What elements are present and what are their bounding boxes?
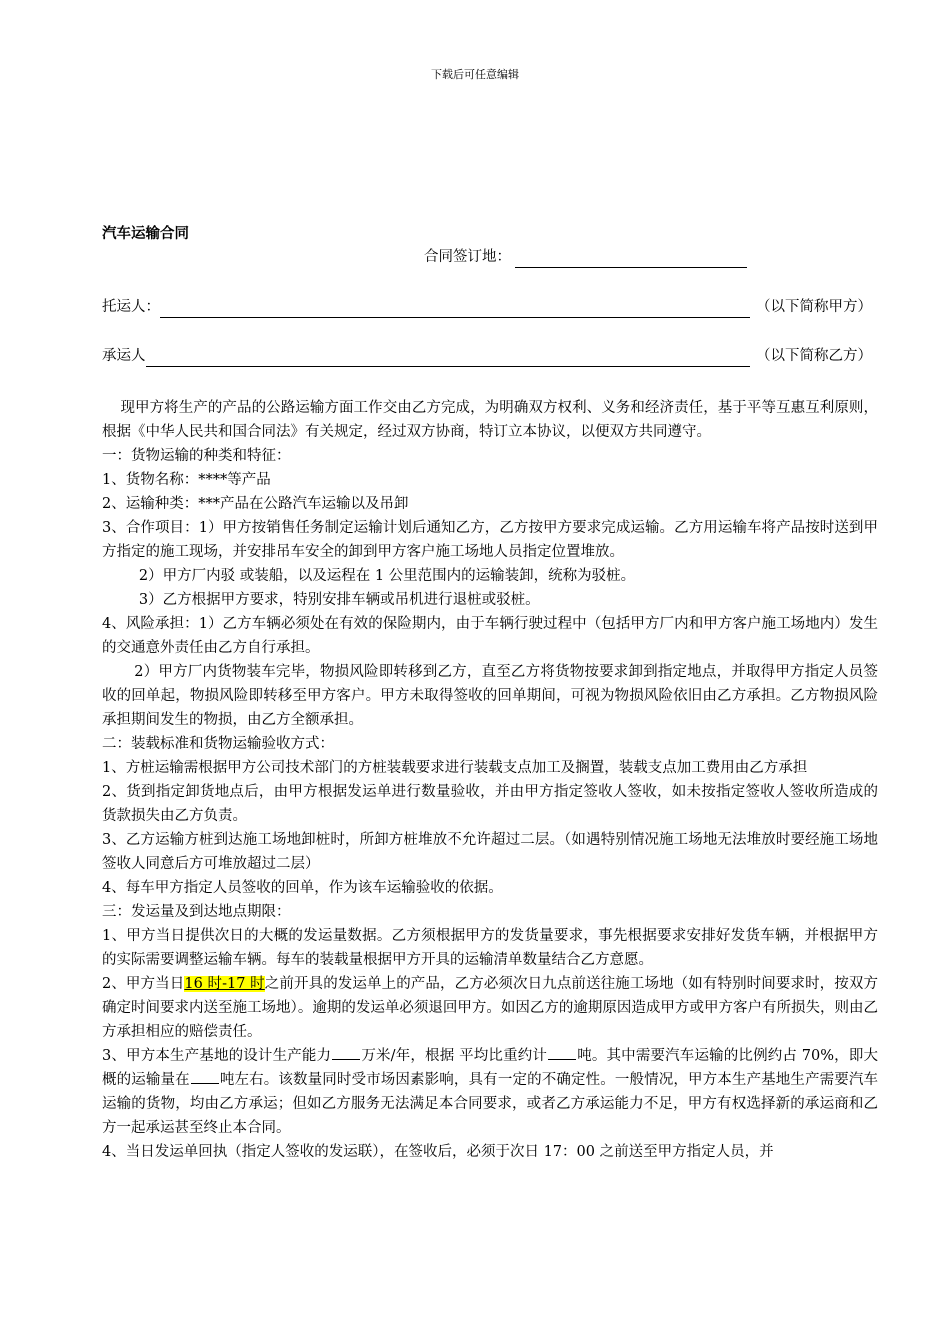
clause-3-2 (102, 972, 878, 1044)
sign-place-label: 合同签订地： (424, 249, 511, 265)
clause-1-4-2: 2）甲方厂内货物装车完毕，物损风险即转移到乙方，直至乙方将货物按要求卸到指定地点，并取得甲方指定人员签收的回单起，物损风险即转移至甲方客户。甲方未取得签收的回单期间，可视为物损风险依旧由乙方承担。乙方物损风险承担期间发生的物损，由乙方全额承担。 (102, 664, 878, 728)
weight-blank (548, 1045, 576, 1060)
carrier-line (102, 345, 872, 367)
clause-3-3 (102, 1044, 878, 1140)
clause-3-3-a: 3、甲方本生产基地的设计生产能力 (102, 1048, 332, 1064)
clause-1-2: 2、运输种类：***产品在公路汽车运输以及吊卸 (102, 496, 409, 512)
shipper-blank (160, 300, 750, 318)
clause-3-2-post: 之前开具的发运单上的产品，乙方必须次日九点前送往施工场地（如有特别时间要求时，按双方确定时间要求内送至施工场地）。逾期的发运单必须退回甲方。如因乙方的逾期原因造成甲方或甲方客户有所损失，则由乙方承担相应的赔偿责任。 (102, 976, 878, 1040)
clause-2-2: 2、货到指定卸货地点后，由甲方根据发运单进行数量验收，并由甲方指定签收人签收，如未按指定签收人签收所造成的货款损失由乙方负责。 (102, 784, 878, 824)
highlighted-time: 16 时-17 时 (184, 976, 265, 992)
section-3-title: 三：发运量及到达地点期限： (102, 904, 291, 920)
clause-2-3: 3、乙方运输方桩到达施工场地卸桩时，所卸方桩堆放不允许超过二层。（如遇特别情况施工场地无法堆放时要经施工场地签收人同意后方可堆放超过二层） (102, 832, 878, 872)
clause-3-3-b: 万米/年，根据 平均比重约计 (361, 1048, 548, 1064)
sign-place-blank (515, 251, 747, 268)
clause-3-1: 1、甲方当日提供次日的大概的发运量数据。乙方须根据甲方的发货量要求，事先根据要求安排好发货车辆，并根据甲方的实际需要调整运输车辆。每车的装载量根据甲方开具的运输清单数量结合乙方意愿。 (102, 928, 878, 968)
clause-3-3-c: 吨。其中需要汽车运输的比例约占 70%，即大概的运输量在 (102, 1048, 878, 1088)
section-1-title: 一：货物运输的种类和特征： (102, 448, 291, 464)
clause-1-3: 3、合作项目：1）甲方按销售任务制定运输计划后通知乙方，乙方按甲方要求完成运输。乙方用运输车将产品按时送到甲方指定的施工现场，并安排吊车安全的卸到甲方客户施工场地人员指定位置堆放。 (102, 520, 878, 560)
header-note: 下载后可任意编辑 (431, 68, 519, 81)
shipper-label: 托运人： (102, 299, 160, 315)
clause-3-2-pre: 2、甲方当日 (102, 976, 185, 992)
carrier-suffix: （以下简称乙方） (756, 348, 872, 364)
clause-1-1: 1、货物名称：****等产品 (102, 472, 271, 488)
carrier-label: 承运人 (102, 348, 146, 364)
intro-paragraph: 现甲方将生产的产品的公路运输方面工作交由乙方完成，为明确双方权利、义务和经济责任，基于平等互惠互利原则，根据《中华人民共和国合同法》有关规定，经过双方协商，特订立本协议，以便双方共同遵守。 (102, 400, 878, 440)
carrier-blank (146, 349, 751, 367)
shipper-suffix: （以下简称甲方） (756, 299, 872, 315)
contract-body (102, 396, 878, 1164)
capacity-blank (332, 1045, 360, 1060)
clause-3-3-d: 吨左右。该数量同时受市场因素影响，具有一定的不确定性。一般情况，甲方本生产基地生产需要汽车运输的货物，均由乙方承运；但如乙方服务无法满足本合同要求，或者乙方承运能力不足，甲方有权选择新的承运商和乙方一起承运甚至终止本合同。 (102, 1072, 878, 1136)
section-2-title: 二：装载标准和货物运输验收方式： (102, 736, 334, 752)
clause-3-4: 4、当日发运单回执（指定人签收的发运联），在签收后，必须于次日 17：00 之前送至甲方指定人员，并 (102, 1144, 774, 1160)
clause-1-3-2: 2）甲方厂内驳 或装船，以及运程在 1 公里范围内的运输装卸，统称为驳桩。 (138, 568, 636, 584)
clause-2-4: 4、每车甲方指定人员签收的回单，作为该车运输验收的依据。 (102, 880, 503, 896)
volume-blank (191, 1069, 219, 1084)
clause-1-3-3: 3）乙方根据甲方要求，特别安排车辆或吊机进行退桩或驳桩。 (138, 592, 540, 608)
document-title: 汽车运输合同 (102, 225, 189, 242)
shipper-line (102, 296, 872, 318)
clause-1-4: 4、风险承担：1）乙方车辆必须处在有效的保险期内，由于车辆行驶过程中（包括甲方厂内和甲方客户施工场地内）发生的交通意外责任由乙方自行承担。 (102, 616, 878, 656)
clause-2-1: 1、方桩运输需根据甲方公司技术部门的方桩装载要求进行装载支点加工及搁置，装载支点加工费用由乙方承担 (102, 760, 808, 776)
sign-place-line (424, 246, 747, 268)
